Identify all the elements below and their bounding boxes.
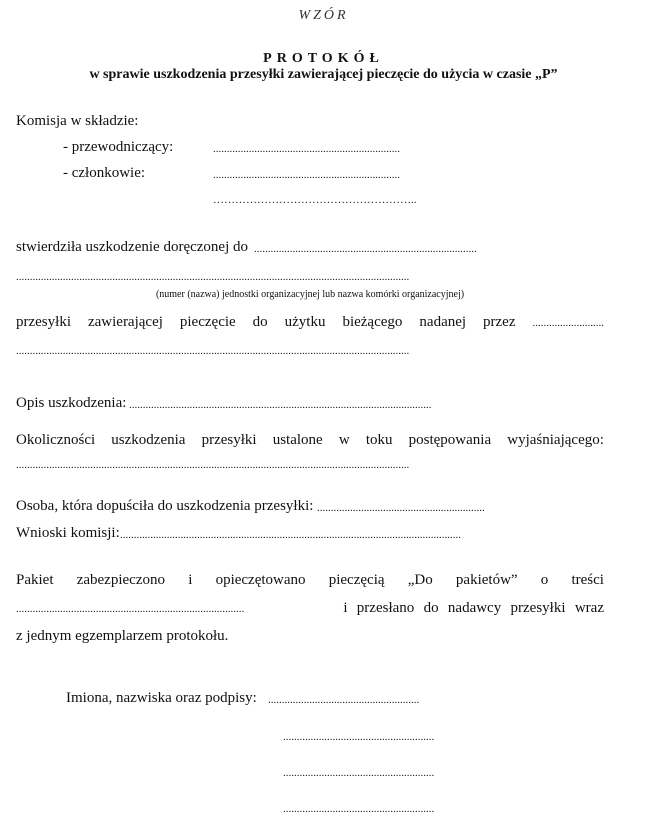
unit-note: (numer (nazwa) jednostki organizacyjnej lub nazwa komórki organizacyjnej)	[155, 289, 465, 300]
word: wraz	[574, 600, 604, 616]
word: o	[540, 572, 549, 588]
chair-label: - przewodniczący:	[63, 139, 174, 155]
signature-field-3[interactable]: .......................................................	[283, 767, 435, 779]
word: do	[423, 600, 439, 616]
word: nadawcy	[447, 600, 502, 616]
word: bieżącego	[342, 314, 403, 330]
person-label: Osoba, która dopuściła do uszkodzenia przesyłki:	[16, 498, 314, 514]
word: i	[188, 572, 193, 588]
template-label: WZÓR	[298, 8, 349, 23]
circumstances-line	[16, 432, 604, 449]
signature-field-4[interactable]: .......................................................	[283, 803, 435, 815]
members-label: - członkowie:	[63, 165, 146, 181]
word: przesłano	[356, 600, 415, 616]
sender-field-line[interactable]: ...............................................................................................................................................	[16, 345, 410, 357]
word: do	[252, 314, 268, 330]
recipient-unit-field[interactable]: ...............................................................................................................................................	[16, 271, 410, 283]
document-title: PROTOKÓŁ	[263, 51, 384, 66]
word: w	[338, 432, 350, 448]
word: Okoliczności	[16, 432, 96, 448]
word: użytku	[284, 314, 326, 330]
word: i	[343, 600, 348, 616]
word: wyjaśniającego:	[507, 432, 604, 448]
word: przesyłki	[510, 600, 566, 616]
word: toku	[365, 432, 393, 448]
word: postępowania	[408, 432, 492, 448]
word: „Do	[407, 572, 433, 588]
word: przesyłki	[201, 432, 257, 448]
description-label: Opis uszkodzenia:	[16, 395, 127, 411]
word: nadanej	[419, 314, 467, 330]
package-line-3: z jednym egzemplarzem protokołu.	[16, 628, 229, 644]
signature-field-1[interactable]: .......................................................	[268, 694, 420, 706]
word: opieczętowano	[215, 572, 306, 588]
document-subtitle: w sprawie uszkodzenia przesyłki zawierającej pieczęcie do użycia w czasie „P”	[89, 67, 558, 82]
signatures-label: Imiona, nazwiska oraz podpisy:	[66, 690, 257, 706]
circumstances-field[interactable]: ...............................................................................................................................................	[16, 459, 410, 471]
commission-heading: Komisja w składzie:	[16, 113, 139, 129]
word: pieczęcią	[328, 572, 385, 588]
word: pieczęcie	[179, 314, 236, 330]
conclusions-field[interactable]: ............................................................................................................................	[120, 529, 461, 541]
member-field-1[interactable]: ....................................................................	[213, 169, 400, 181]
description-field[interactable]: ..............................................................................................................	[129, 399, 432, 411]
word: treści	[571, 572, 604, 588]
signature-field-2[interactable]: .......................................................	[283, 731, 435, 743]
word: ustalone	[272, 432, 323, 448]
chair-field[interactable]: ....................................................................	[213, 143, 400, 155]
word: zawierającej	[87, 314, 163, 330]
word: zabezpieczono	[76, 572, 165, 588]
person-field[interactable]: .............................................................	[317, 502, 485, 514]
seal-content-field[interactable]: ...................................................................................	[16, 603, 245, 615]
stated-label: stwierdziła uszkodzenie doręczonej do	[16, 239, 248, 255]
recipient-field[interactable]: .................................................................................	[254, 243, 477, 255]
word: pakietów”	[455, 572, 518, 588]
word: uszkodzenia	[111, 432, 186, 448]
member-field-2[interactable]: ………………………………………………..	[213, 194, 417, 206]
package-line-2	[16, 600, 604, 617]
sender-line	[16, 314, 604, 331]
sender-field[interactable]: ..........................	[532, 317, 604, 329]
word: przesyłki	[16, 314, 71, 330]
word: Pakiet	[16, 572, 54, 588]
conclusions-label: Wnioski komisji:	[16, 525, 120, 541]
word: przez	[483, 314, 516, 330]
package-line-1	[16, 572, 604, 589]
